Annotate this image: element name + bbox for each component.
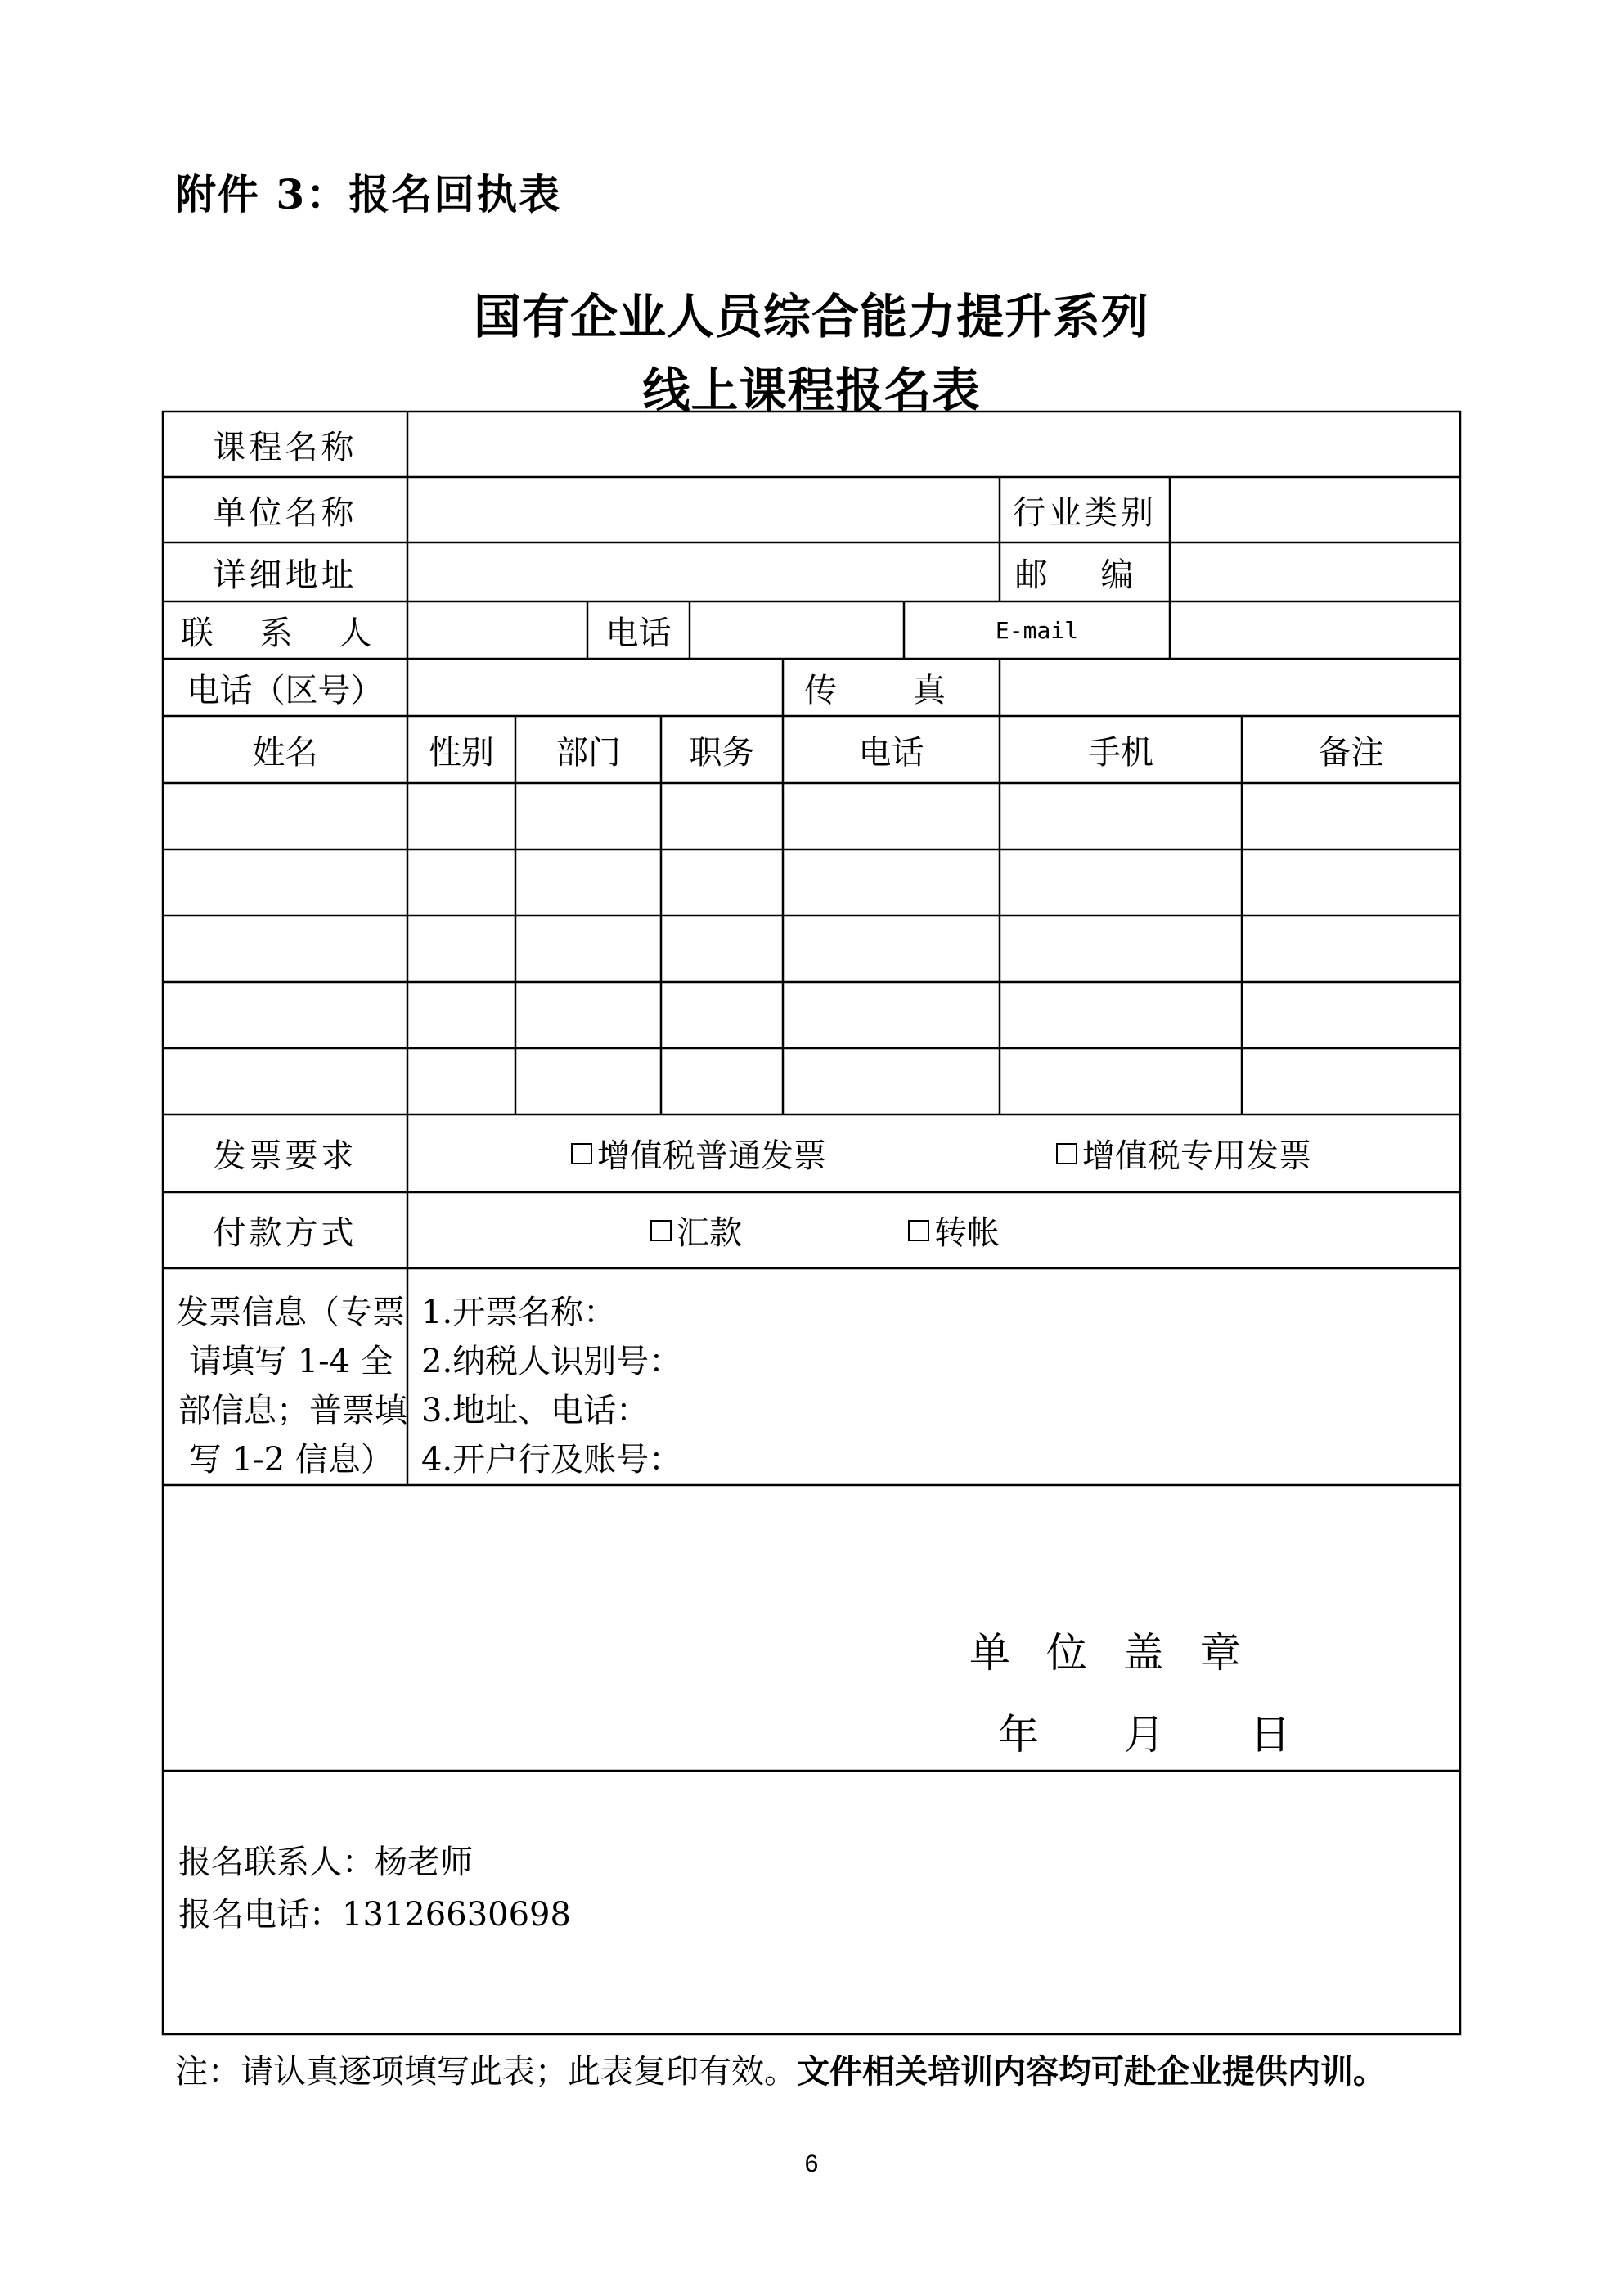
header-name: 姓名	[252, 733, 318, 772]
invoice-requirement-label: 发票要求	[213, 1137, 357, 1175]
page-number: 6	[804, 2150, 819, 2177]
invoice-info-item-1: 1.开票名称：	[421, 1294, 617, 1331]
fax-label: 传 真	[804, 671, 978, 709]
email-label: E-mail	[995, 616, 1079, 644]
form-title-line2: 线上课程报名表	[642, 362, 981, 418]
registration-contact-person: 报名联系人：杨老师	[178, 1844, 473, 1881]
address-field[interactable]	[407, 542, 1000, 601]
invoice-option-special[interactable]	[1056, 1114, 1400, 1192]
payment-option-remittance[interactable]	[650, 1192, 814, 1268]
unit-seal-label: 单 位 盖 章	[969, 1629, 1252, 1677]
contact-person-label: 联 系 人	[180, 614, 390, 652]
checkbox-icon[interactable]	[908, 1220, 929, 1241]
contact-person-field[interactable]	[407, 601, 587, 659]
invoice-option-special-label: 增值税专用发票	[1082, 1137, 1311, 1175]
header-phone: 电话	[858, 733, 924, 772]
invoice-option-ordinary-label: 增值税普通发票	[597, 1137, 826, 1175]
phone-field[interactable]	[690, 601, 904, 659]
phone-area-label: 电话（区号）	[187, 671, 384, 709]
course-name-field[interactable]	[407, 412, 1460, 477]
invoice-info-label-line3: 部信息；普票填	[178, 1392, 407, 1429]
invoice-info-label-line4: 写 1-2 信息）	[189, 1441, 393, 1479]
payment-option-transfer[interactable]	[908, 1192, 1072, 1268]
registration-phone: 报名电话：13126630698	[178, 1896, 571, 1934]
unit-name-label: 单位名称	[213, 493, 357, 532]
header-department: 部门	[555, 733, 621, 772]
invoice-info-item-3: 3.地址、电话：	[421, 1392, 650, 1429]
invoice-info-item-4: 4.开户行及账号：	[421, 1441, 682, 1479]
phone-label: 电话	[605, 614, 672, 652]
invoice-info-label-line1: 发票信息（专票	[176, 1294, 405, 1331]
form-title-line1: 国有企业人员综合能力提升系列	[473, 289, 1149, 344]
address-label: 详细地址	[213, 556, 357, 594]
checkbox-icon[interactable]	[571, 1143, 592, 1164]
payment-option-remittance-label: 汇款	[677, 1214, 742, 1252]
footnote-normal: 注：请认真逐项填写此表；此表复印有效。	[175, 2053, 797, 2091]
invoice-info-label-line2: 请填写 1-4 全	[189, 1343, 393, 1380]
course-name-label: 课程名称	[213, 428, 357, 466]
postcode-field[interactable]	[1170, 542, 1460, 601]
payment-method-label: 付款方式	[213, 1214, 357, 1252]
unit-name-field[interactable]	[407, 477, 1000, 542]
header-mobile: 手机	[1088, 733, 1153, 772]
postcode-label: 邮 编	[1014, 556, 1155, 594]
footnote	[175, 2046, 1386, 2092]
email-field[interactable]	[1170, 601, 1460, 659]
header-remarks: 备注	[1318, 733, 1384, 772]
phone-area-field[interactable]	[407, 659, 783, 716]
date-label: 年 月 日	[998, 1711, 1311, 1758]
checkbox-icon[interactable]	[1056, 1143, 1077, 1164]
fax-field[interactable]	[1000, 659, 1460, 716]
industry-label: 行业类别	[1013, 493, 1157, 532]
checkbox-icon[interactable]	[650, 1220, 672, 1241]
header-gender: 性别	[429, 733, 494, 772]
header-position: 职务	[689, 733, 755, 772]
invoice-info-item-2: 2.纳税人识别号：	[421, 1343, 682, 1380]
payment-option-transfer-label: 转帐	[934, 1214, 1000, 1252]
invoice-option-ordinary[interactable]	[571, 1114, 898, 1192]
footnote-bold: 文件相关培训内容均可赴企业提供内训。	[797, 2052, 1386, 2091]
attachment-label: 附件 3：报名回执表	[175, 170, 562, 218]
industry-field[interactable]	[1170, 477, 1460, 542]
